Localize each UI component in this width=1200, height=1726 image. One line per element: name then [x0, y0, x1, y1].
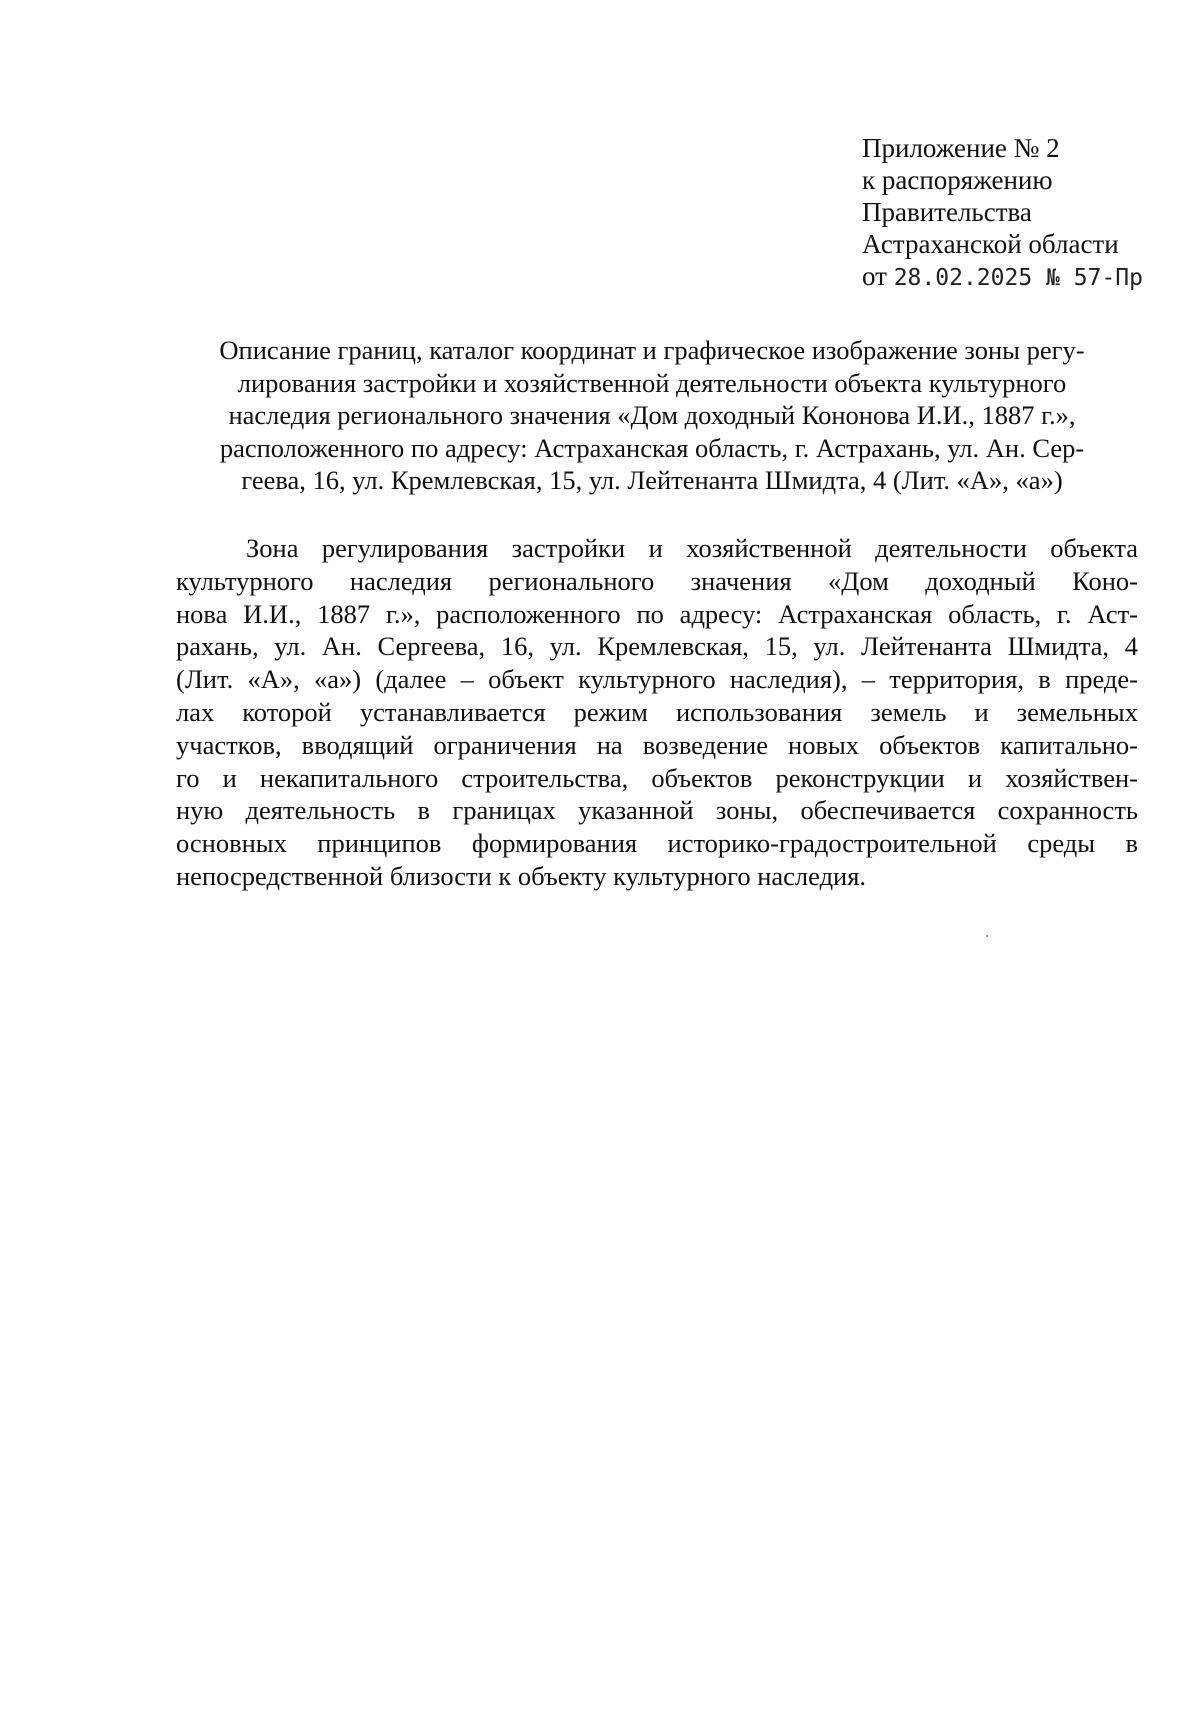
title-line: Описание границ, каталог координат и графическое изображение зоны регу- — [219, 335, 1085, 365]
paragraph-line: непосредственной близости к объекту культурного наследия. — [176, 860, 867, 891]
annex-government: Правительства — [862, 197, 1032, 227]
annex-header — [862, 132, 1182, 294]
paragraph-line: лах которой устанавливается режим использования земель и земельных — [176, 696, 1138, 727]
document-title — [176, 334, 1128, 497]
title-line: расположенного по адресу: Астраханская область, г. Астрахань, ул. Ан. Сер- — [219, 432, 1085, 463]
title-line: наследия регионального значения «Дом доходный Кононова И.И., 1887 г.», — [228, 400, 1076, 430]
body-paragraph — [176, 532, 1138, 893]
title-line: геева, 16, ул. Кремлевская, 15, ул. Лейтенанта Шмидта, 4 (Лит. «А», «а») — [241, 465, 1063, 495]
paragraph-line: нова И.И., 1887 г.», расположенного по адресу: Астраханская область, г. Аст- — [176, 598, 1138, 629]
paragraph-line: (Лит. «А», «а») (далее – объект культурного наследия), – территория, в преде- — [176, 664, 1138, 695]
paragraph-line: рахань, ул. Ан. Сергеева, 16, ул. Кремлевская, 15, ул. Лейтенанта Шмидта, 4 — [176, 631, 1138, 662]
paragraph-line: ную деятельность в границах указанной зоны, обеспечивается сохранность — [176, 795, 1138, 826]
title-line: лирования застройки и хозяйственной деятельности объекта культурного — [237, 367, 1067, 398]
scan-speck — [986, 935, 988, 937]
annex-to-order: к распоряжению — [862, 165, 1053, 195]
annex-date-stamp: 28.02.2025 № 57-Пр — [893, 265, 1143, 291]
paragraph-line: го и некапитального строительства, объектов реконструкции и хозяйствен- — [176, 762, 1138, 793]
paragraph-line: Зона регулирования застройки и хозяйственной деятельности объекта — [246, 533, 1138, 563]
paragraph-line: основных принципов формирования историко-градостроительной среды в — [176, 828, 1138, 859]
paragraph-line: участков, вводящий ограничения на возведение новых объектов капитально- — [176, 729, 1138, 760]
paragraph-line: культурного наследия регионального значения «Дом доходный Коно- — [176, 565, 1138, 596]
annex-date-prefix: от — [862, 261, 887, 291]
annex-region: Астраханской области — [862, 229, 1119, 259]
annex-number: Приложение № 2 — [862, 133, 1060, 163]
annex-date-line — [862, 260, 1182, 294]
